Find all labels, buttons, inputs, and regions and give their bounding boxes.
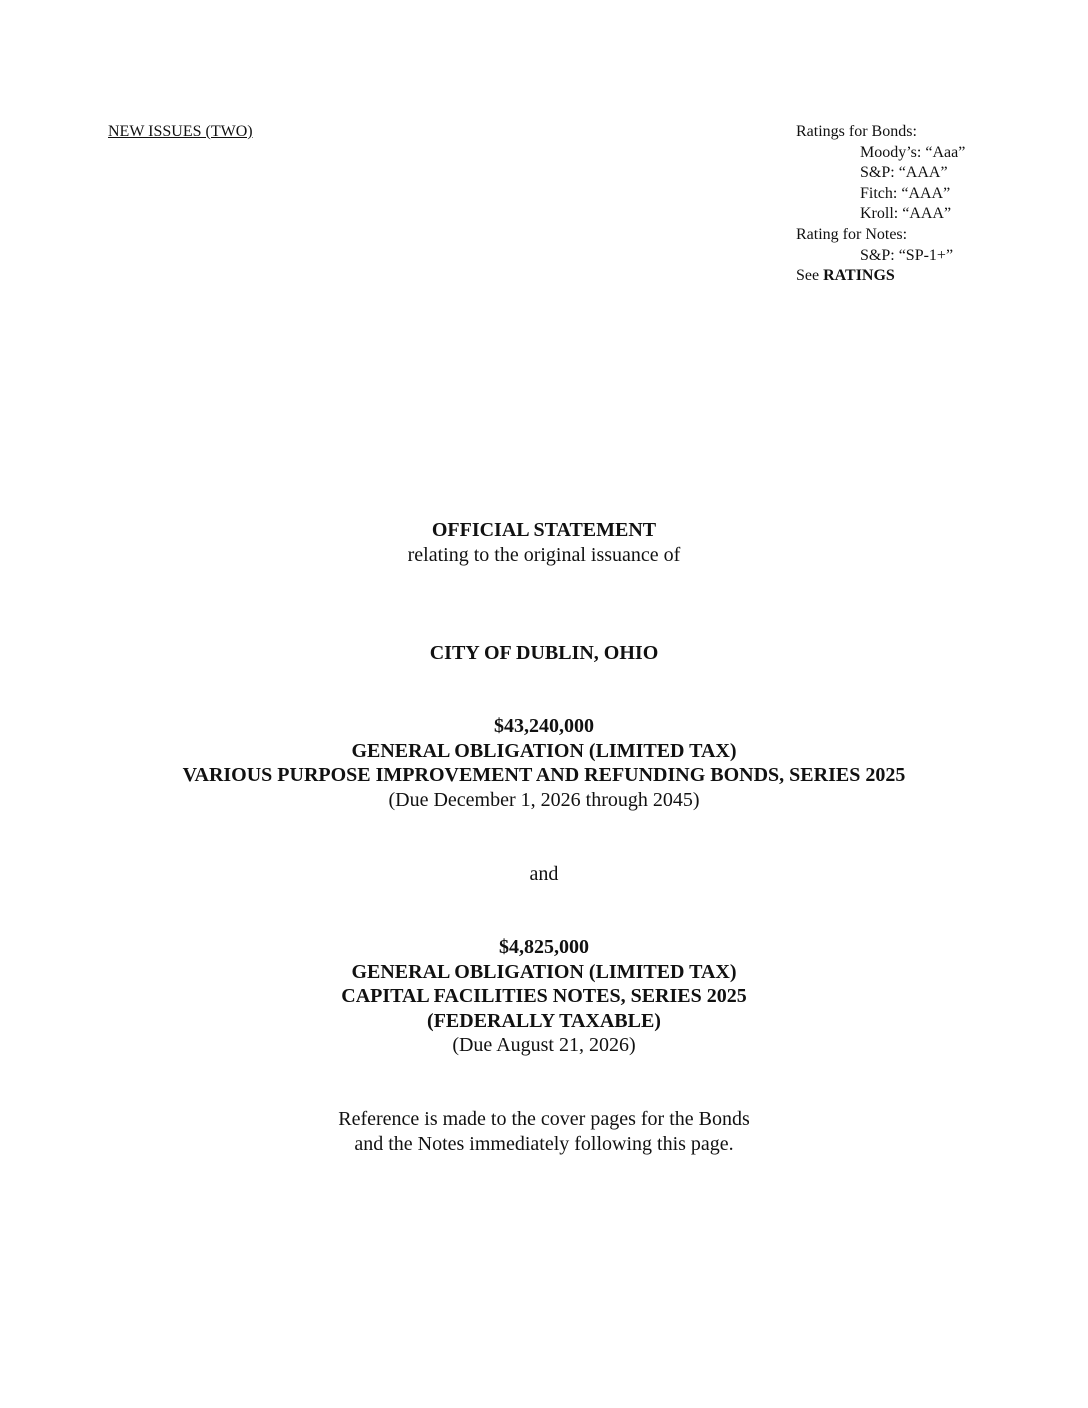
reference-line-2: and the Notes immediately following this page. [354, 1132, 734, 1155]
official-statement-heading: OFFICIAL STATEMENT [431, 519, 657, 541]
conjunction-block [0, 862, 1088, 887]
see-ratings-reference [796, 266, 1056, 287]
issuer-name: CITY OF DUBLIN, OHIO [429, 642, 659, 664]
bond-rating-kroll: Kroll: “AAA” [860, 205, 952, 223]
reference-line-1: Reference is made to the cover pages for the Bonds [338, 1108, 750, 1130]
notes-block [0, 935, 1088, 1058]
bonds-block [0, 714, 1088, 812]
bonds-line-1: GENERAL OBLIGATION (LIMITED TAX) [351, 739, 737, 762]
bonds-due: (Due December 1, 2026 through 2045) [388, 788, 700, 811]
and-text: and [529, 863, 559, 885]
see-prefix: See [796, 267, 824, 285]
official-statement-subheading: relating to the original issuance of [407, 543, 681, 566]
notes-amount: $4,825,000 [499, 936, 589, 958]
new-issues-label: NEW ISSUES (TWO) [108, 123, 253, 140]
bond-ratings-heading: Ratings for Bonds: [796, 123, 917, 140]
reference-block [0, 1107, 1088, 1156]
ratings-block [796, 122, 1056, 287]
bond-rating-sp: S&P: “AAA” [860, 164, 948, 182]
notes-line-2: CAPITAL FACILITIES NOTES, SERIES 2025 [341, 985, 747, 1007]
bonds-line-2: VARIOUS PURPOSE IMPROVEMENT AND REFUNDING BONDS, SERIES 2025 [182, 764, 906, 786]
bond-rating-moodys: Moody’s: “Aaa” [860, 143, 966, 161]
notes-line-1: GENERAL OBLIGATION (LIMITED TAX) [351, 960, 737, 983]
note-rating-sp: S&P: “SP-1+” [860, 246, 954, 264]
note-ratings-heading: Rating for Notes: [796, 225, 908, 243]
notes-due: (Due August 21, 2026) [452, 1034, 636, 1056]
ratings-section-ref: RATINGS [823, 267, 895, 285]
notes-line-3: (FEDERALLY TAXABLE) [427, 1009, 661, 1032]
bond-rating-fitch: Fitch: “AAA” [860, 184, 951, 202]
issuer-block [0, 641, 1088, 666]
title-block [0, 518, 1088, 567]
bonds-amount: $43,240,000 [494, 715, 594, 737]
